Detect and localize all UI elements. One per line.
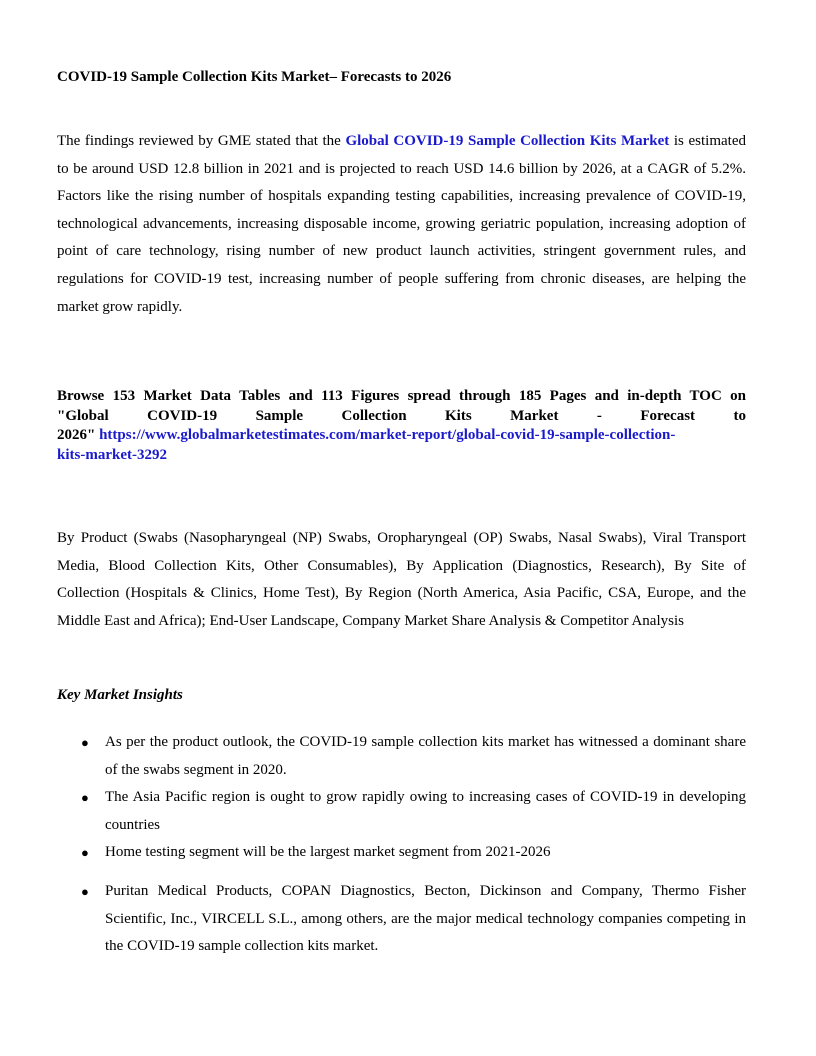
browse-line-1: Browse 153 Market Data Tables and 113 Figures spread through 185 Pages and in-depth TOC on — [57, 388, 746, 404]
browse-line-3 — [57, 426, 746, 446]
intro-prefix: The findings reviewed by GME stated that the — [57, 133, 346, 149]
key-insights-heading: Key Market Insights — [57, 687, 183, 703]
browse-line-2: "Global COVID-19 Sample Collection Kits Market - Forecast to — [57, 407, 746, 424]
companies-list — [57, 878, 746, 961]
list-item — [57, 878, 746, 961]
browse-year: 2026" — [57, 427, 100, 443]
browse-line-4 — [57, 446, 746, 466]
list-item — [57, 784, 746, 839]
intro-paragraph — [57, 128, 746, 321]
page-title: COVID-19 Sample Collection Kits Market– Forecasts to 2026 — [57, 69, 452, 85]
report-url-link-continued[interactable]: kits-market-3292 — [57, 446, 167, 463]
list-item — [57, 839, 746, 867]
report-url-link[interactable]: https://www.globalmarketestimates.com/market-report/global-covid-19-sample-collection- — [99, 427, 676, 443]
insights-list — [57, 729, 746, 867]
companies-text: Puritan Medical Products, COPAN Diagnostics, Becton, Dickinson and Company, Thermo Fisher Scientific, Inc., VIRCELL S.L., among others, are the major medical technology companies competing in the COVID-19 sample collection kits market. — [105, 883, 746, 955]
bullet-icon: ● — [81, 790, 89, 806]
insight-text: Home testing segment will be the largest market segment from 2021-2026 — [105, 844, 551, 861]
bullet-icon: ● — [81, 884, 89, 899]
bullet-icon: ● — [81, 735, 89, 750]
list-item — [57, 729, 746, 784]
browse-toc-block — [57, 387, 746, 465]
market-report-link[interactable]: Global COVID-19 Sample Collection Kits Market — [345, 133, 670, 149]
intro-suffix: is estimated to be around USD 12.8 billion in 2021 and is projected to reach USD 14.6 billion by 2026, at a CAGR of 5.2%. Factors like the rising number of hospitals expanding testing capabilities, increasing prevalence of COVID-19, technological advancements, increasing disposable income, growing geriatric population, increasing adoption of point of care technology, rising number of new product launch activities, stringent government rules, and regulations for COVID-19 test, increasing number of people suffering from chronic diseases, are helping the market grow rapidly. — [57, 133, 746, 315]
segmentation-paragraph: By Product (Swabs (Nasopharyngeal (NP) Swabs, Oropharyngeal (OP) Swabs, Nasal Swabs), Viral Transport Media, Blood Collection Kits, Other Consumables), By Application (Diagnostics, Research), By Site of Collection (Hospitals & Clinics, Home Test), By Region (North America, Asia Pacific, CSA, Europe, and the Middle East and Africa); End-User Landscape, Company Market Share Analysis & Competitor Analysis — [57, 530, 746, 629]
bullet-icon: ● — [81, 845, 89, 861]
insight-text: The Asia Pacific region is ought to grow rapidly owing to increasing cases of COVID-19 in developing countries — [105, 789, 746, 833]
insight-text: As per the product outlook, the COVID-19 sample collection kits market has witnessed a dominant share of the swabs segment in 2020. — [105, 734, 746, 778]
